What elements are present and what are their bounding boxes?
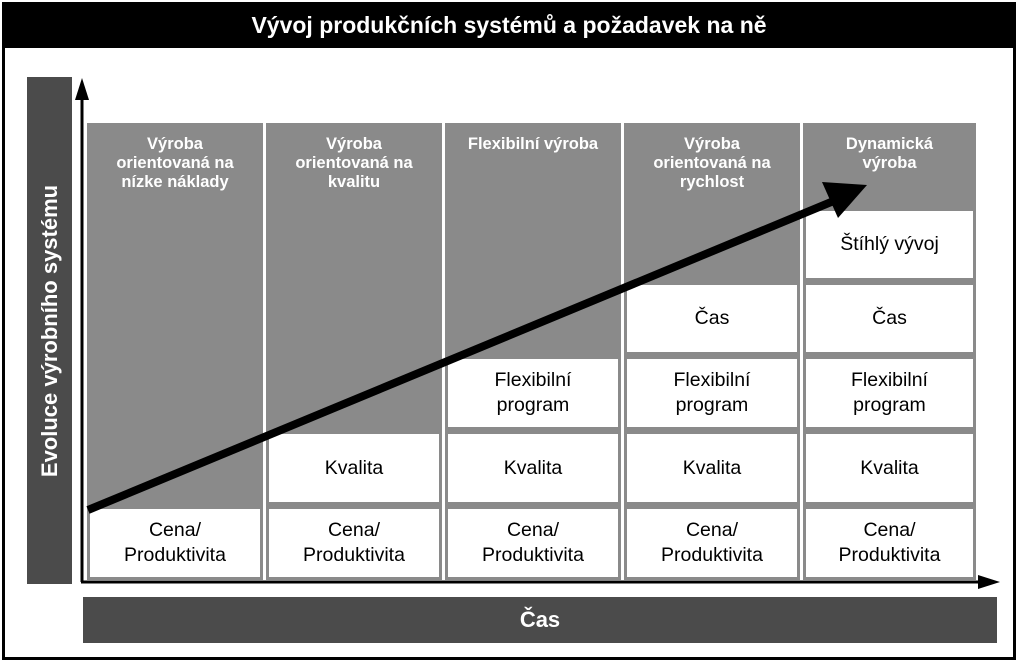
column-header: Výroba orientovaná na rychlost (653, 135, 771, 191)
cell-cena-produktivita: Cena/ Produktivita (448, 509, 618, 577)
cell-kvalita: Kvalita (269, 434, 439, 502)
cell-flexibilni-program: Flexibilní program (806, 359, 973, 427)
cell-kvalita: Kvalita (627, 434, 797, 502)
y-axis-label: Evoluce výrobního systému (36, 184, 62, 477)
cell-cas: Čas (806, 285, 973, 352)
y-axis-arrowhead (75, 78, 89, 100)
cell-cena-produktivita: Cena/ Produktivita (90, 509, 260, 577)
cell-flexibilni-program: Flexibilní program (448, 359, 618, 427)
column-header: Výroba orientovaná na nízke náklady (116, 135, 234, 191)
cell-kvalita: Kvalita (806, 434, 973, 502)
diagram-title: Vývoj produkčních systémů a požadavek na ně (251, 11, 767, 38)
x-axis-label: Čas (519, 607, 561, 632)
cell-stihly-vyvoj: Štíhlý vývoj (806, 211, 973, 278)
x-axis-arrowhead (978, 575, 1000, 589)
cell-kvalita: Kvalita (448, 434, 618, 502)
cell-cena-produktivita: Cena/ Produktivita (269, 509, 439, 577)
cell-flexibilni-program: Flexibilní program (627, 359, 797, 427)
cell-cena-produktivita: Cena/ Produktivita (806, 509, 973, 577)
column-header: Flexibilní výroba (467, 135, 599, 153)
column-header: Dynamická výroba (845, 135, 934, 172)
evolution-arrow-line (88, 200, 836, 510)
cell-cena-produktivita: Cena/ Produktivita (627, 509, 797, 577)
column-header: Výroba orientovaná na kvalitu (295, 135, 413, 191)
cell-cas: Čas (627, 285, 797, 352)
